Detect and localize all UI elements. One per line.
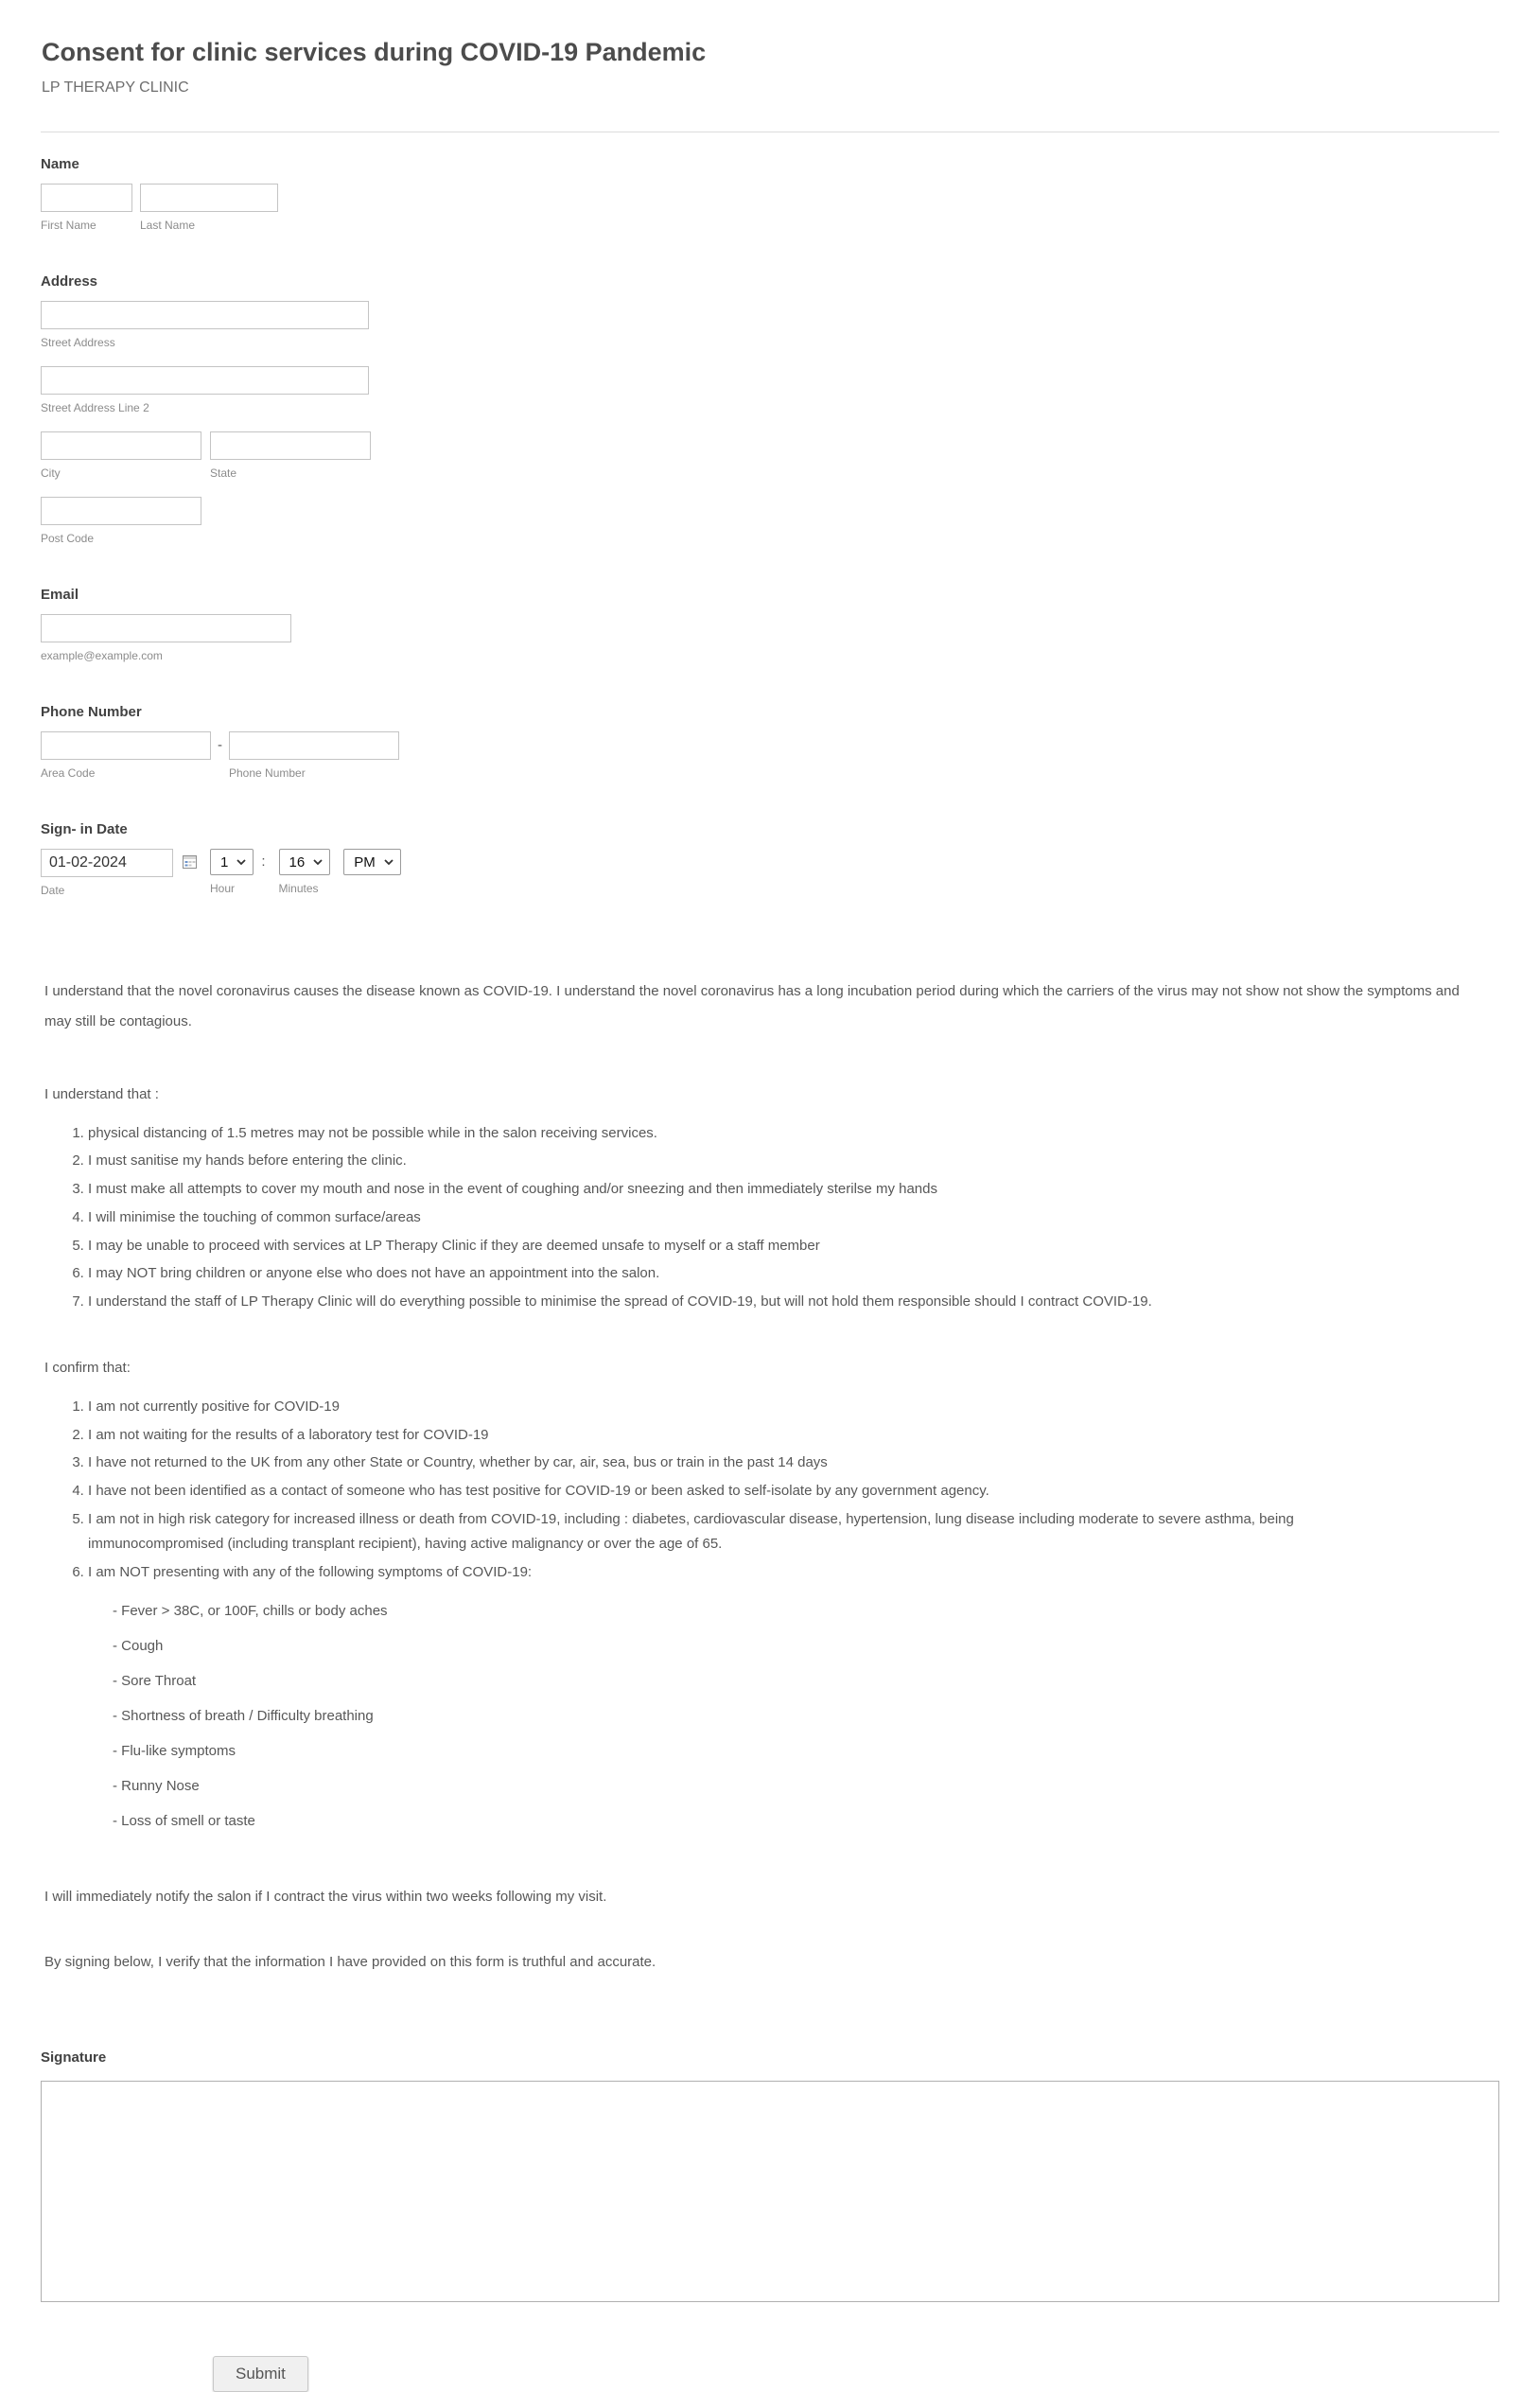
area-code-input[interactable] — [41, 731, 211, 760]
chevron-down-icon — [384, 859, 394, 865]
first-name-group — [41, 184, 132, 232]
symptom-item: - Sore Throat — [113, 1672, 197, 1689]
confirm-heading: I confirm that: — [44, 1359, 131, 1376]
understand-heading: I understand that : — [44, 1085, 159, 1102]
calendar-icon[interactable] — [183, 855, 197, 869]
notify-paragraph: I will immediately notify the salon if I contract the virus within two weeks following my visit. — [44, 1888, 607, 1905]
phone-separator: - — [218, 737, 222, 753]
list-item — [88, 1560, 1422, 1833]
phone-number-group — [229, 731, 399, 780]
chevron-down-icon — [313, 859, 323, 865]
symptom-item: - Cough — [113, 1637, 164, 1654]
city-group — [41, 431, 201, 480]
state-sublabel: State — [210, 466, 237, 480]
postcode-group — [41, 497, 1499, 545]
phone-number-input[interactable] — [229, 731, 399, 760]
phone-number-sublabel: Phone Number — [229, 766, 306, 780]
ampm-select[interactable] — [343, 849, 401, 875]
list-item: 4. I have not been identified as a contact of someone who has test positive for COVID-19 or been asked to self-isolate by any government agency. — [88, 1479, 1422, 1504]
signature-pad[interactable] — [41, 2081, 1499, 2302]
list-item: 1. physical distancing of 1.5 metres may not be possible while in the salon receiving services. — [88, 1121, 1422, 1147]
street-address-input[interactable] — [41, 301, 369, 329]
signature-label: Signature — [41, 2049, 107, 2067]
list-item: 2. I am not waiting for the results of a laboratory test for COVID-19 — [88, 1423, 1422, 1449]
consent-text-block — [41, 976, 1499, 1978]
street-address2-input[interactable] — [41, 366, 369, 395]
date-sublabel: Date — [41, 884, 65, 897]
list-item: 4. I will minimise the touching of common surface/areas — [88, 1205, 1422, 1231]
email-field-group — [41, 587, 1499, 662]
form-content — [41, 0, 1499, 2392]
symptom-item: - Flu-like symptoms — [113, 1742, 236, 1759]
postcode-input[interactable] — [41, 497, 201, 525]
date-group — [41, 849, 173, 897]
list-item: 1. I am not currently positive for COVID-19 — [88, 1395, 1422, 1420]
minutes-sublabel: Minutes — [278, 882, 319, 895]
street-address-group — [41, 301, 1499, 349]
time-separator: : — [261, 853, 266, 870]
page-title: Consent for clinic services during COVID-19 Pandemic — [42, 38, 707, 66]
date-input[interactable] — [41, 849, 173, 877]
street-address2-group — [41, 366, 1499, 414]
signin-date-label: Sign- in Date — [41, 821, 128, 837]
understand-list — [41, 1121, 1422, 1315]
symptom-item: - Runny Nose — [113, 1777, 200, 1794]
confirm-item-6-text: I am NOT presenting with any of the following symptoms of COVID-19: — [88, 1563, 533, 1580]
list-item: 5. I may be unable to proceed with services at LP Therapy Clinic if they are deemed unsafe to myself or a staff member — [88, 1234, 1422, 1259]
address-label: Address — [41, 273, 98, 290]
street-address-sublabel: Street Address — [41, 336, 115, 349]
city-sublabel: City — [41, 466, 61, 480]
symptom-item: - Loss of smell or taste — [113, 1812, 255, 1829]
first-name-sublabel: First Name — [41, 219, 96, 232]
submit-button[interactable]: Submit — [213, 2356, 308, 2392]
verify-paragraph: By signing below, I verify that the information I have provided on this form is truthful and accurate. — [44, 1953, 656, 1970]
postcode-sublabel: Post Code — [41, 532, 95, 545]
ampm-value: PM — [354, 853, 376, 871]
phone-field-group — [41, 704, 1499, 780]
email-label: Email — [41, 587, 79, 603]
state-group — [210, 431, 371, 480]
signin-date-field-group — [41, 821, 1499, 897]
city-input[interactable] — [41, 431, 201, 460]
list-item: 3. I have not returned to the UK from any other State or Country, whether by car, air, sea, bus or train in the past 14 days — [88, 1451, 1422, 1476]
hour-value: 1 — [220, 853, 229, 871]
submit-row — [213, 2356, 1499, 2392]
symptom-item: - Shortness of breath / Difficulty breathing — [113, 1707, 374, 1724]
chevron-down-icon — [236, 859, 246, 865]
email-input[interactable] — [41, 614, 291, 642]
last-name-input[interactable] — [140, 184, 278, 212]
list-item: 5. I am not in high risk category for increased illness or death from COVID-19, including : diabetes, cardiovascular disease, hypertension, lung disease including moderate to severe asthma, being immunocompromised (including transplant recipient), having active malignancy or over the age of 65. — [88, 1507, 1422, 1557]
intro-paragraph: I understand that the novel coronavirus causes the disease known as COVID-19. I understand the novel coronavirus has a long incubation period during which the carriers of the virus may not show not show the symptoms and may still be contagious. — [44, 983, 1460, 1030]
minutes-value: 16 — [289, 853, 306, 871]
symptom-item: - Fever > 38C, or 100F, chills or body aches — [113, 1602, 388, 1619]
last-name-sublabel: Last Name — [140, 219, 196, 232]
symptoms-list — [113, 1600, 1422, 1833]
minutes-select[interactable] — [279, 849, 331, 875]
list-item: 3. I must make all attempts to cover my mouth and nose in the event of coughing and/or sneezing and then immediately sterilse my hands — [88, 1177, 1422, 1203]
phone-label: Phone Number — [41, 704, 142, 720]
minutes-group — [279, 849, 331, 895]
area-code-group — [41, 731, 211, 780]
clinic-name: LP THERAPY CLINIC — [42, 79, 189, 96]
last-name-group — [140, 184, 278, 232]
state-input[interactable] — [210, 431, 371, 460]
name-label: Name — [41, 156, 79, 172]
list-item: 2. I must sanitise my hands before entering the clinic. — [88, 1149, 1422, 1174]
address-field-group — [41, 273, 1499, 545]
first-name-input[interactable] — [41, 184, 132, 212]
email-sublabel: example@example.com — [41, 649, 163, 662]
area-code-sublabel: Area Code — [41, 766, 96, 780]
name-field-group — [41, 156, 1499, 232]
confirm-list — [41, 1395, 1422, 1833]
street-address2-sublabel: Street Address Line 2 — [41, 401, 149, 414]
hour-select[interactable] — [210, 849, 254, 875]
signature-field-group — [41, 2049, 1499, 2302]
hour-sublabel: Hour — [210, 882, 236, 895]
list-item: 6. I may NOT bring children or anyone else who does not have an appointment into the salon. — [88, 1261, 1422, 1287]
ampm-group — [343, 849, 401, 875]
list-item: 7. I understand the staff of LP Therapy Clinic will do everything possible to minimise the spread of COVID-19, but will not hold them responsible should I contract COVID-19. — [88, 1290, 1422, 1315]
hour-group — [210, 849, 254, 895]
